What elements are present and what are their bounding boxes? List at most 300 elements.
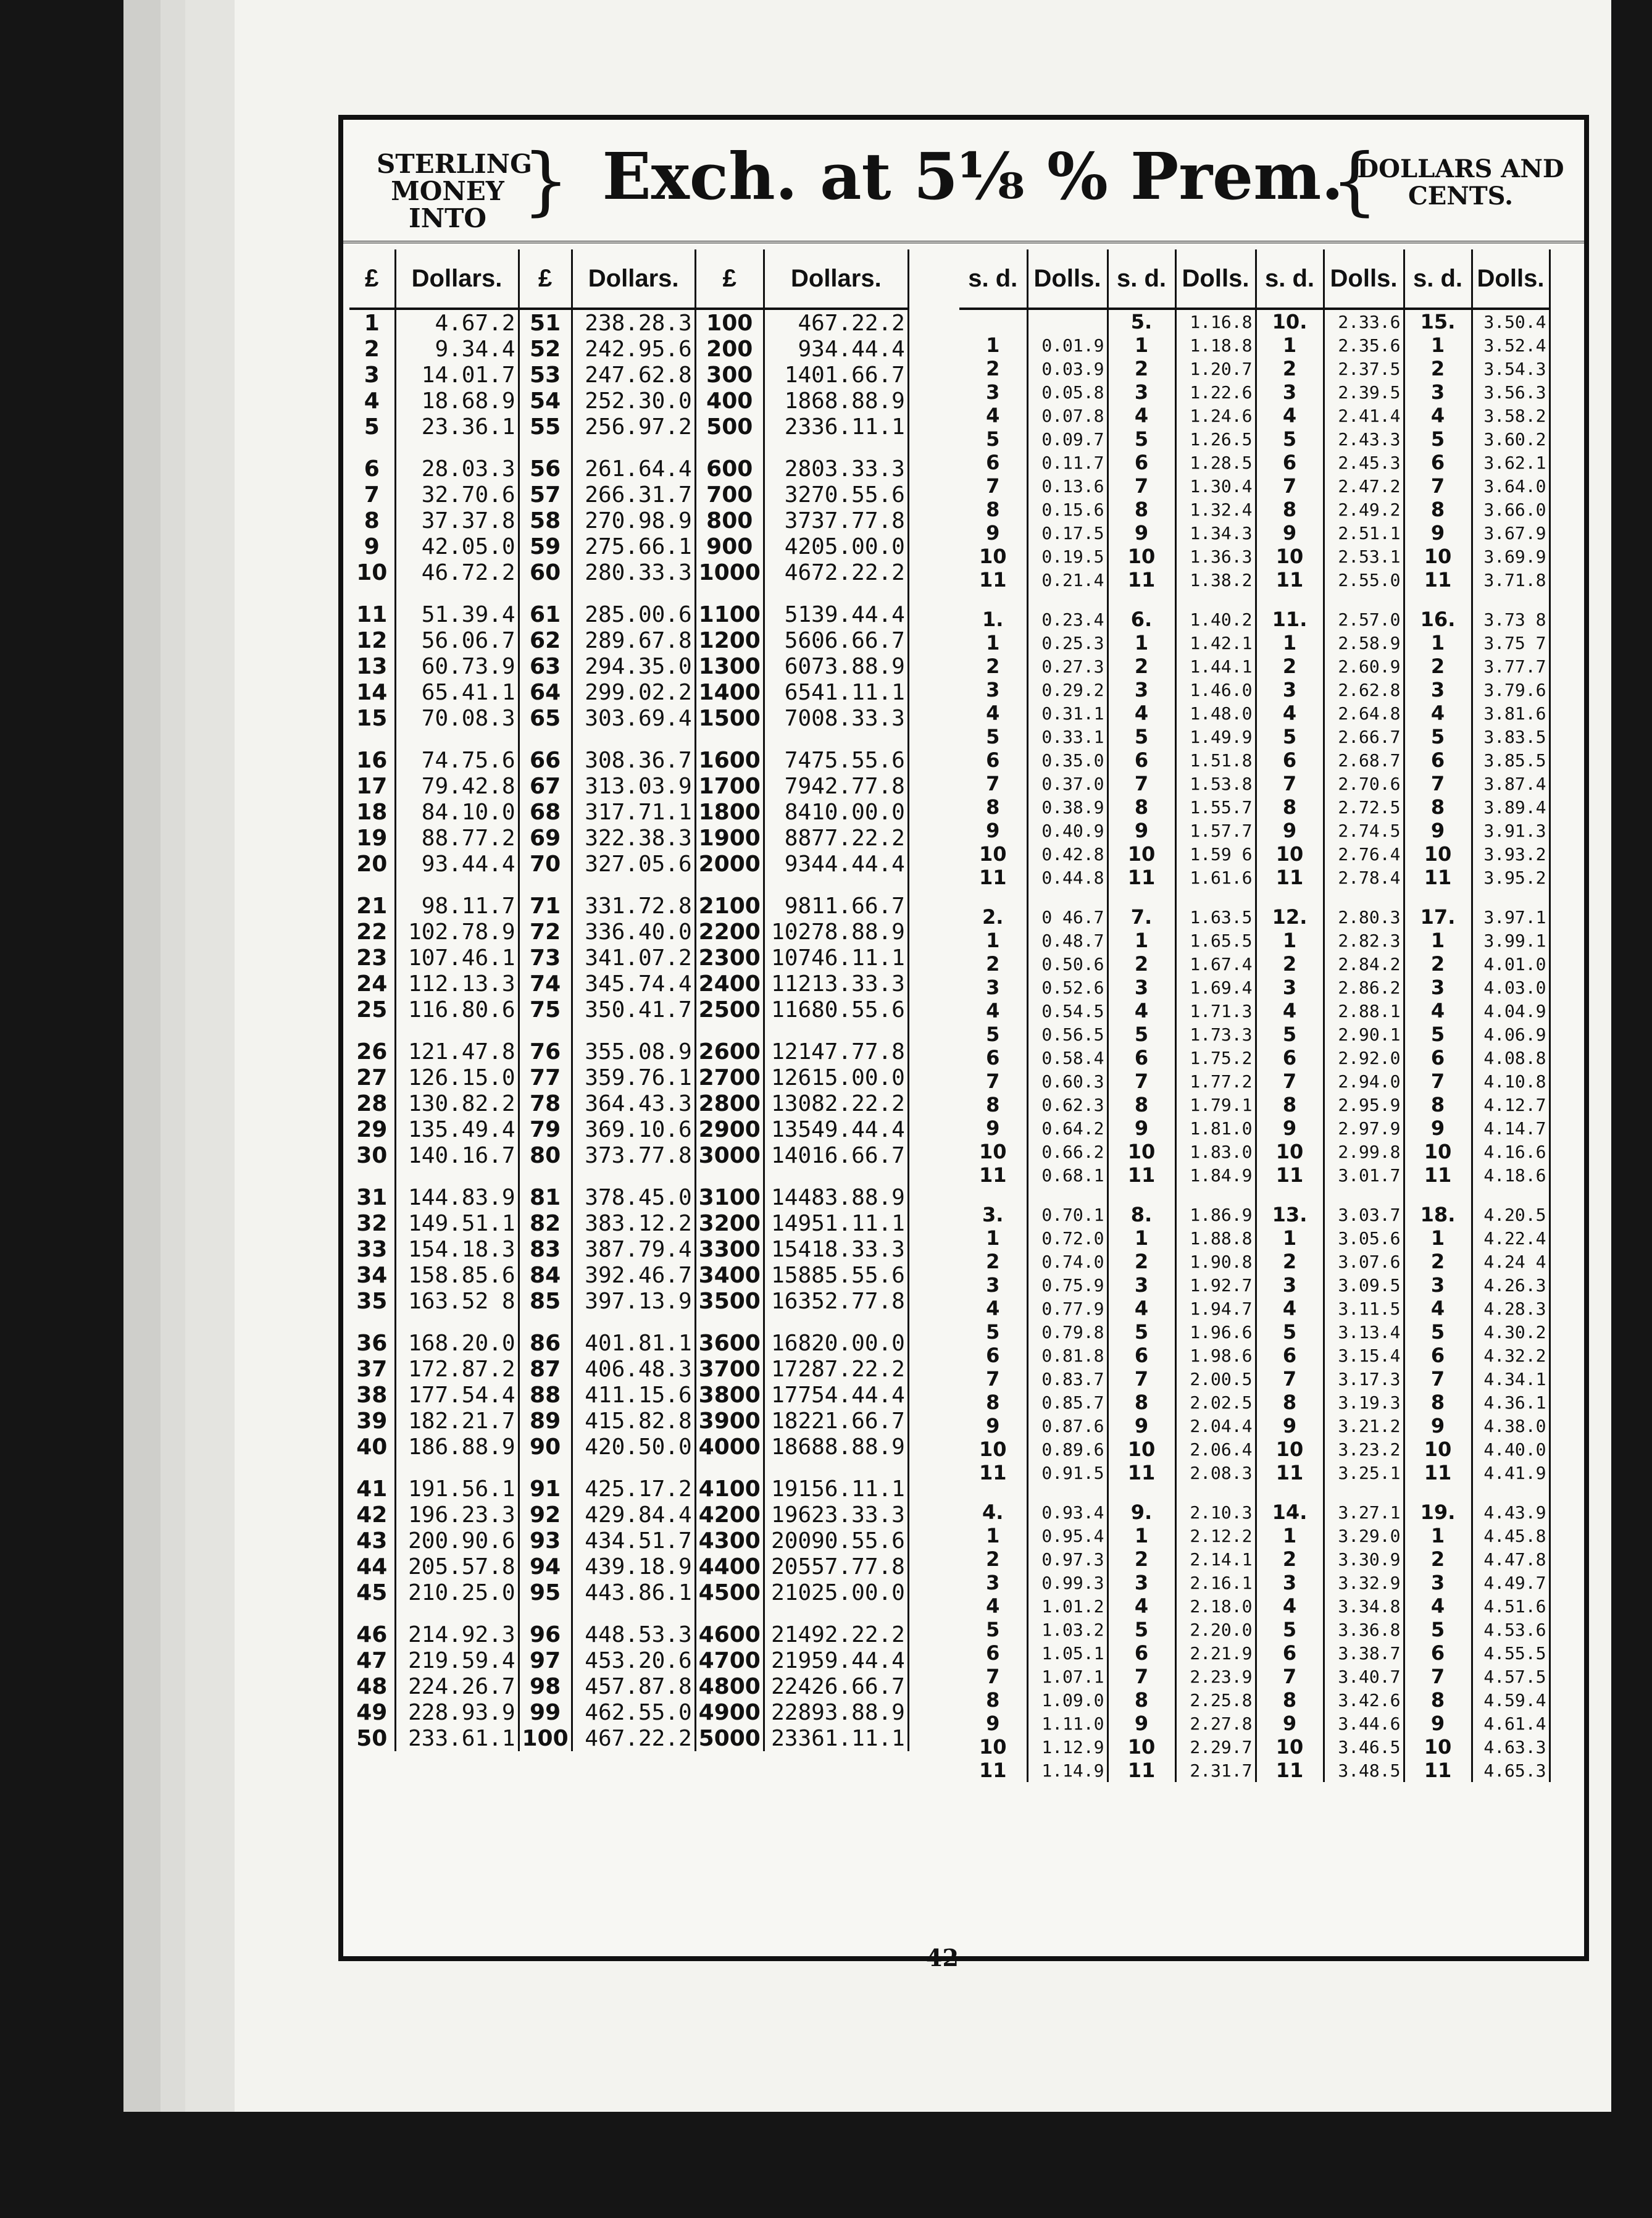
key-cell: 6 <box>1256 1046 1324 1069</box>
table-row <box>959 1344 1550 1367</box>
value-cell: 327.05.6 <box>572 851 695 877</box>
key-cell: 9 <box>1256 819 1324 842</box>
key-cell: 8 <box>1256 1688 1324 1712</box>
key-cell: 4700 <box>695 1647 764 1673</box>
spacer-cell <box>1108 1484 1175 1500</box>
key-cell: 25 <box>349 997 395 1023</box>
key-cell: 9 <box>1108 1116 1175 1140</box>
key-cell: 9 <box>959 1712 1027 1735</box>
value-cell <box>1027 309 1108 333</box>
table-row <box>959 1414 1550 1438</box>
key-cell: 85 <box>519 1288 572 1314</box>
value-cell: 3.75 7 <box>1472 631 1550 655</box>
spacer-cell <box>572 440 695 456</box>
value-cell: 20090.55.6 <box>764 1528 908 1554</box>
key-cell <box>959 309 1027 333</box>
key-cell: 1 <box>959 929 1027 952</box>
key-cell: 11 <box>1256 1461 1324 1484</box>
key-cell: 8 <box>1256 1093 1324 1116</box>
key-cell: 10 <box>959 545 1027 568</box>
key-cell: 57 <box>519 482 572 508</box>
value-cell: 79.42.8 <box>395 773 519 799</box>
key-cell: 7 <box>1404 1069 1472 1093</box>
table-row <box>959 1023 1550 1046</box>
table-row <box>959 1046 1550 1069</box>
key-cell: 28 <box>349 1090 395 1116</box>
key-cell: 3200 <box>695 1210 764 1236</box>
spacer-cell <box>1256 889 1324 905</box>
value-cell: 242.95.6 <box>572 336 695 362</box>
value-cell: 0.23.4 <box>1027 608 1108 631</box>
group-spacer <box>959 1187 1550 1203</box>
key-cell: 3700 <box>695 1356 764 1382</box>
key-cell: 11 <box>1256 1163 1324 1187</box>
value-cell: 2.82.3 <box>1324 929 1404 952</box>
value-cell: 200.90.6 <box>395 1528 519 1554</box>
key-cell: 5 <box>959 725 1027 748</box>
key-cell: 51 <box>519 309 572 336</box>
group-spacer <box>959 592 1550 608</box>
value-cell: 4.30.2 <box>1472 1320 1550 1344</box>
key-cell: 6 <box>959 748 1027 772</box>
key-cell: 9 <box>1404 521 1472 545</box>
value-cell: 1.38.2 <box>1175 568 1256 592</box>
table-row <box>349 799 908 825</box>
value-cell: 37.37.8 <box>395 508 519 534</box>
key-cell: 6 <box>1256 451 1324 474</box>
key-cell: 10 <box>959 1438 1027 1461</box>
key-cell: 21 <box>349 893 395 919</box>
key-cell: 8 <box>1404 1391 1472 1414</box>
value-cell: 2.35.6 <box>1324 333 1404 357</box>
key-cell: 2 <box>1256 655 1324 678</box>
key-cell: 9 <box>959 1116 1027 1140</box>
value-cell: 4.01.0 <box>1472 952 1550 976</box>
value-cell: 1.51.8 <box>1175 748 1256 772</box>
key-cell: 10 <box>1108 842 1175 866</box>
key-cell: 56 <box>519 456 572 482</box>
value-cell: 2.18.0 <box>1175 1594 1256 1618</box>
key-cell: 95 <box>519 1580 572 1605</box>
value-cell: 18688.88.9 <box>764 1434 908 1460</box>
key-cell: 12. <box>1256 905 1324 929</box>
value-cell: 1.40.2 <box>1175 608 1256 631</box>
key-cell: 3 <box>1108 976 1175 999</box>
table-row <box>959 1367 1550 1391</box>
value-cell: 3.19.3 <box>1324 1391 1404 1414</box>
key-cell: 47 <box>349 1647 395 1673</box>
spacer-cell <box>572 1023 695 1039</box>
value-cell: 32.70.6 <box>395 482 519 508</box>
header-title: Exch. at 5⅛ % Prem. <box>602 138 1344 214</box>
value-cell: 7475.55.6 <box>764 747 908 773</box>
value-cell: 3.54.3 <box>1472 357 1550 380</box>
spacer-cell <box>395 1314 519 1330</box>
table-row <box>349 362 908 388</box>
key-cell: 2 <box>1108 357 1175 380</box>
table-row <box>959 795 1550 819</box>
value-cell: 2.84.2 <box>1324 952 1404 976</box>
value-cell: 3.85.5 <box>1472 748 1550 772</box>
spacer-cell <box>1175 889 1256 905</box>
key-cell: 16. <box>1404 608 1472 631</box>
key-cell: 4 <box>1404 404 1472 427</box>
key-cell: 4 <box>1404 1594 1472 1618</box>
key-cell: 1 <box>349 309 395 336</box>
key-cell: 2 <box>1256 1250 1324 1273</box>
value-cell: 4.10.8 <box>1472 1069 1550 1093</box>
spacer-cell <box>1404 592 1472 608</box>
value-cell: 0.77.9 <box>1027 1297 1108 1320</box>
key-cell: 700 <box>695 482 764 508</box>
key-cell: 2700 <box>695 1065 764 1090</box>
key-cell: 10 <box>1404 1140 1472 1163</box>
key-cell: 94 <box>519 1554 572 1580</box>
value-cell: 0.79.8 <box>1027 1320 1108 1344</box>
key-cell: 3 <box>1108 1571 1175 1594</box>
shillings-table <box>959 249 1551 1782</box>
value-cell: 42.05.0 <box>395 534 519 559</box>
value-cell: 121.47.8 <box>395 1039 519 1065</box>
key-cell: 50 <box>349 1725 395 1751</box>
value-cell: 0.58.4 <box>1027 1046 1108 1069</box>
value-cell: 4.43.9 <box>1472 1500 1550 1524</box>
spacer-cell <box>1108 889 1175 905</box>
key-cell: 3 <box>1404 976 1472 999</box>
table-row <box>349 1408 908 1434</box>
key-cell: 8 <box>1404 498 1472 521</box>
spacer-cell <box>1324 1187 1404 1203</box>
group-spacer <box>349 585 908 601</box>
value-cell: 0.03.9 <box>1027 357 1108 380</box>
value-cell: 3.32.9 <box>1324 1571 1404 1594</box>
key-cell: 11 <box>1108 568 1175 592</box>
key-cell: 5 <box>959 427 1027 451</box>
key-cell: 8 <box>1256 498 1324 521</box>
table-row <box>349 1262 908 1288</box>
value-cell: 2.78.4 <box>1324 866 1404 889</box>
key-cell: 8 <box>1108 498 1175 521</box>
key-cell: 2 <box>1404 1547 1472 1571</box>
key-cell: 74 <box>519 971 572 997</box>
key-cell: 36 <box>349 1330 395 1356</box>
key-cell: 4 <box>349 388 395 414</box>
key-cell: 1 <box>1108 1226 1175 1250</box>
key-cell: 11 <box>349 601 395 627</box>
key-cell: 4 <box>1108 404 1175 427</box>
spacer-cell <box>519 440 572 456</box>
key-cell: 5 <box>1256 1023 1324 1046</box>
value-cell: 2.55.0 <box>1324 568 1404 592</box>
table-row <box>349 1065 908 1090</box>
key-cell: 8 <box>1108 1688 1175 1712</box>
key-cell: 1 <box>959 333 1027 357</box>
key-cell: 5 <box>1256 427 1324 451</box>
value-cell: 9811.66.7 <box>764 893 908 919</box>
key-cell: 10 <box>1404 1735 1472 1759</box>
table-row <box>959 999 1550 1023</box>
table-row <box>959 1391 1550 1414</box>
value-cell: 168.20.0 <box>395 1330 519 1356</box>
table-row <box>959 1524 1550 1547</box>
value-cell: 233.61.1 <box>395 1725 519 1751</box>
value-cell: 4.55.5 <box>1472 1641 1550 1665</box>
value-cell: 4.06.9 <box>1472 1023 1550 1046</box>
value-cell: 112.13.3 <box>395 971 519 997</box>
key-cell: 4 <box>1256 701 1324 725</box>
key-cell: 7 <box>1108 1367 1175 1391</box>
table-row <box>349 1699 908 1725</box>
value-cell: 0.56.5 <box>1027 1023 1108 1046</box>
key-cell: 2300 <box>695 945 764 971</box>
value-cell: 0.27.3 <box>1027 655 1108 678</box>
key-cell: 7 <box>1404 772 1472 795</box>
value-cell: 14951.11.1 <box>764 1210 908 1236</box>
table-row <box>959 952 1550 976</box>
key-cell: 69 <box>519 825 572 851</box>
key-cell: 3 <box>1108 1273 1175 1297</box>
col-header-pound: £ <box>519 249 572 309</box>
key-cell: 23 <box>349 945 395 971</box>
value-cell: 7942.77.8 <box>764 773 908 799</box>
value-cell: 411.15.6 <box>572 1382 695 1408</box>
key-cell: 4 <box>959 404 1027 427</box>
table-row <box>959 1203 1550 1226</box>
table-row <box>959 1594 1550 1618</box>
value-cell: 3.48.5 <box>1324 1759 1404 1782</box>
value-cell: 4.32.2 <box>1472 1344 1550 1367</box>
value-cell: 1.94.7 <box>1175 1297 1256 1320</box>
table-row <box>349 1288 908 1314</box>
col-header-dollars: Dollars. <box>764 249 908 309</box>
brace-right-icon: { <box>1331 138 1379 224</box>
pounds-table-body <box>349 309 908 1751</box>
value-cell: 0.93.4 <box>1027 1500 1108 1524</box>
key-cell: 62 <box>519 627 572 653</box>
table-row <box>959 1665 1550 1688</box>
value-cell: 0.40.9 <box>1027 819 1108 842</box>
value-cell: 2.29.7 <box>1175 1735 1256 1759</box>
table-row <box>959 866 1550 889</box>
value-cell: 0 46.7 <box>1027 905 1108 929</box>
value-cell: 2.95.9 <box>1324 1093 1404 1116</box>
key-cell: 68 <box>519 799 572 825</box>
key-cell: 1 <box>1404 631 1472 655</box>
value-cell: 3.52.4 <box>1472 333 1550 357</box>
col-header-pound: £ <box>349 249 395 309</box>
key-cell: 29 <box>349 1116 395 1142</box>
value-cell: 1.36.3 <box>1175 545 1256 568</box>
value-cell: 4.26.3 <box>1472 1273 1550 1297</box>
value-cell: 3.21.2 <box>1324 1414 1404 1438</box>
key-cell: 3 <box>1108 380 1175 404</box>
value-cell: 2.12.2 <box>1175 1524 1256 1547</box>
value-cell: 1.12.9 <box>1027 1735 1108 1759</box>
key-cell: 11 <box>1404 1163 1472 1187</box>
key-cell: 6 <box>1256 748 1324 772</box>
value-cell: 2336.11.1 <box>764 414 908 440</box>
table-row <box>959 404 1550 427</box>
key-cell: 1000 <box>695 559 764 585</box>
table-row <box>349 559 908 585</box>
value-cell: 1.22.6 <box>1175 380 1256 404</box>
table-row <box>959 842 1550 866</box>
spacer-cell <box>1472 1187 1550 1203</box>
key-cell: 11 <box>1404 568 1472 592</box>
key-cell: 4300 <box>695 1528 764 1554</box>
table-row <box>349 508 908 534</box>
table-row <box>349 705 908 731</box>
key-cell: 2 <box>959 1250 1027 1273</box>
spacer-cell <box>395 440 519 456</box>
key-cell: 5 <box>1108 725 1175 748</box>
value-cell: 1.57.7 <box>1175 819 1256 842</box>
key-cell: 77 <box>519 1065 572 1090</box>
value-cell: 3.83.5 <box>1472 725 1550 748</box>
value-cell: 8410.00.0 <box>764 799 908 825</box>
table-row <box>349 1382 908 1408</box>
value-cell: 0.89.6 <box>1027 1438 1108 1461</box>
value-cell: 392.46.7 <box>572 1262 695 1288</box>
spacer-cell <box>695 1168 764 1184</box>
key-cell: 91 <box>519 1476 572 1502</box>
key-cell: 59 <box>519 534 572 559</box>
value-cell: 22893.88.9 <box>764 1699 908 1725</box>
table-row <box>959 701 1550 725</box>
key-cell: 2. <box>959 905 1027 929</box>
spacer-cell <box>764 877 908 893</box>
key-cell: 18. <box>1404 1203 1472 1226</box>
value-cell: 1.83.0 <box>1175 1140 1256 1163</box>
value-cell: 16820.00.0 <box>764 1330 908 1356</box>
key-cell: 4 <box>1108 1297 1175 1320</box>
key-cell: 200 <box>695 336 764 362</box>
table-row <box>959 1461 1550 1484</box>
value-cell: 285.00.6 <box>572 601 695 627</box>
value-cell: 3.64.0 <box>1472 474 1550 498</box>
key-cell: 2100 <box>695 893 764 919</box>
spacer-cell <box>1472 592 1550 608</box>
key-cell: 10 <box>1256 842 1324 866</box>
value-cell: 2.04.4 <box>1175 1414 1256 1438</box>
value-cell: 1.55.7 <box>1175 795 1256 819</box>
value-cell: 2.27.8 <box>1175 1712 1256 1735</box>
key-cell: 1 <box>1256 1524 1324 1547</box>
value-cell: 3.40.7 <box>1324 1665 1404 1688</box>
value-cell: 0.35.0 <box>1027 748 1108 772</box>
value-cell: 158.85.6 <box>395 1262 519 1288</box>
spacer-cell <box>695 1023 764 1039</box>
value-cell: 0.72.0 <box>1027 1226 1108 1250</box>
value-cell: 4.38.0 <box>1472 1414 1550 1438</box>
key-cell: 26 <box>349 1039 395 1065</box>
table-row <box>349 1184 908 1210</box>
spacer-cell <box>572 731 695 747</box>
col-header-dolls: Dolls. <box>1472 249 1550 309</box>
value-cell: 182.21.7 <box>395 1408 519 1434</box>
key-cell: 8 <box>349 508 395 534</box>
value-cell: 3.11.5 <box>1324 1297 1404 1320</box>
value-cell: 3.87.4 <box>1472 772 1550 795</box>
key-cell: 8 <box>959 795 1027 819</box>
value-cell: 17754.44.4 <box>764 1382 908 1408</box>
key-cell: 11 <box>1256 1759 1324 1782</box>
exchange-table-frame <box>338 115 1589 1961</box>
value-cell: 1.28.5 <box>1175 451 1256 474</box>
table-row <box>959 725 1550 748</box>
key-cell: 10 <box>349 559 395 585</box>
key-cell: 600 <box>695 456 764 482</box>
table-row <box>959 498 1550 521</box>
key-cell: 7 <box>1256 1665 1324 1688</box>
group-spacer <box>349 877 908 893</box>
value-cell: 934.44.4 <box>764 336 908 362</box>
value-cell: 1.75.2 <box>1175 1046 1256 1069</box>
table-row <box>959 1163 1550 1187</box>
value-cell: 397.13.9 <box>572 1288 695 1314</box>
value-cell: 383.12.2 <box>572 1210 695 1236</box>
group-spacer <box>349 731 908 747</box>
table-row <box>349 825 908 851</box>
table-row <box>349 1356 908 1382</box>
value-cell: 0.66.2 <box>1027 1140 1108 1163</box>
value-cell: 1.05.1 <box>1027 1641 1108 1665</box>
table-row <box>349 1142 908 1168</box>
value-cell: 3270.55.6 <box>764 482 908 508</box>
table-row <box>959 631 1550 655</box>
value-cell: 1.67.4 <box>1175 952 1256 976</box>
value-cell: 144.83.9 <box>395 1184 519 1210</box>
value-cell: 308.36.7 <box>572 747 695 773</box>
value-cell: 3.79.6 <box>1472 678 1550 701</box>
key-cell: 1 <box>959 1524 1027 1547</box>
table-row <box>349 414 908 440</box>
value-cell: 2.90.1 <box>1324 1023 1404 1046</box>
value-cell: 4.53.6 <box>1472 1618 1550 1641</box>
value-cell: 350.41.7 <box>572 997 695 1023</box>
key-cell: 92 <box>519 1502 572 1528</box>
value-cell: 0.87.6 <box>1027 1414 1108 1438</box>
value-cell: 3.91.3 <box>1472 819 1550 842</box>
spacer-cell <box>959 889 1027 905</box>
table-row <box>349 773 908 799</box>
value-cell: 12615.00.0 <box>764 1065 908 1090</box>
value-cell: 17287.22.2 <box>764 1356 908 1382</box>
key-cell: 58 <box>519 508 572 534</box>
value-cell: 1.30.4 <box>1175 474 1256 498</box>
key-cell: 1400 <box>695 679 764 705</box>
key-cell: 9 <box>1256 521 1324 545</box>
value-cell: 191.56.1 <box>395 1476 519 1502</box>
table-row <box>349 1622 908 1647</box>
value-cell: 3.89.4 <box>1472 795 1550 819</box>
value-cell: 1.49.9 <box>1175 725 1256 748</box>
table-row <box>959 819 1550 842</box>
key-cell: 3600 <box>695 1330 764 1356</box>
key-cell: 4 <box>1404 701 1472 725</box>
spacer-cell <box>349 1605 395 1622</box>
spacer-cell <box>572 1168 695 1184</box>
value-cell: 3.67.9 <box>1472 521 1550 545</box>
value-cell: 313.03.9 <box>572 773 695 799</box>
value-cell: 126.15.0 <box>395 1065 519 1090</box>
key-cell: 8 <box>1404 1688 1472 1712</box>
value-cell: 93.44.4 <box>395 851 519 877</box>
value-cell: 1.59 6 <box>1175 842 1256 866</box>
key-cell: 35 <box>349 1288 395 1314</box>
key-cell: 6 <box>959 1046 1027 1069</box>
key-cell: 3 <box>1404 380 1472 404</box>
